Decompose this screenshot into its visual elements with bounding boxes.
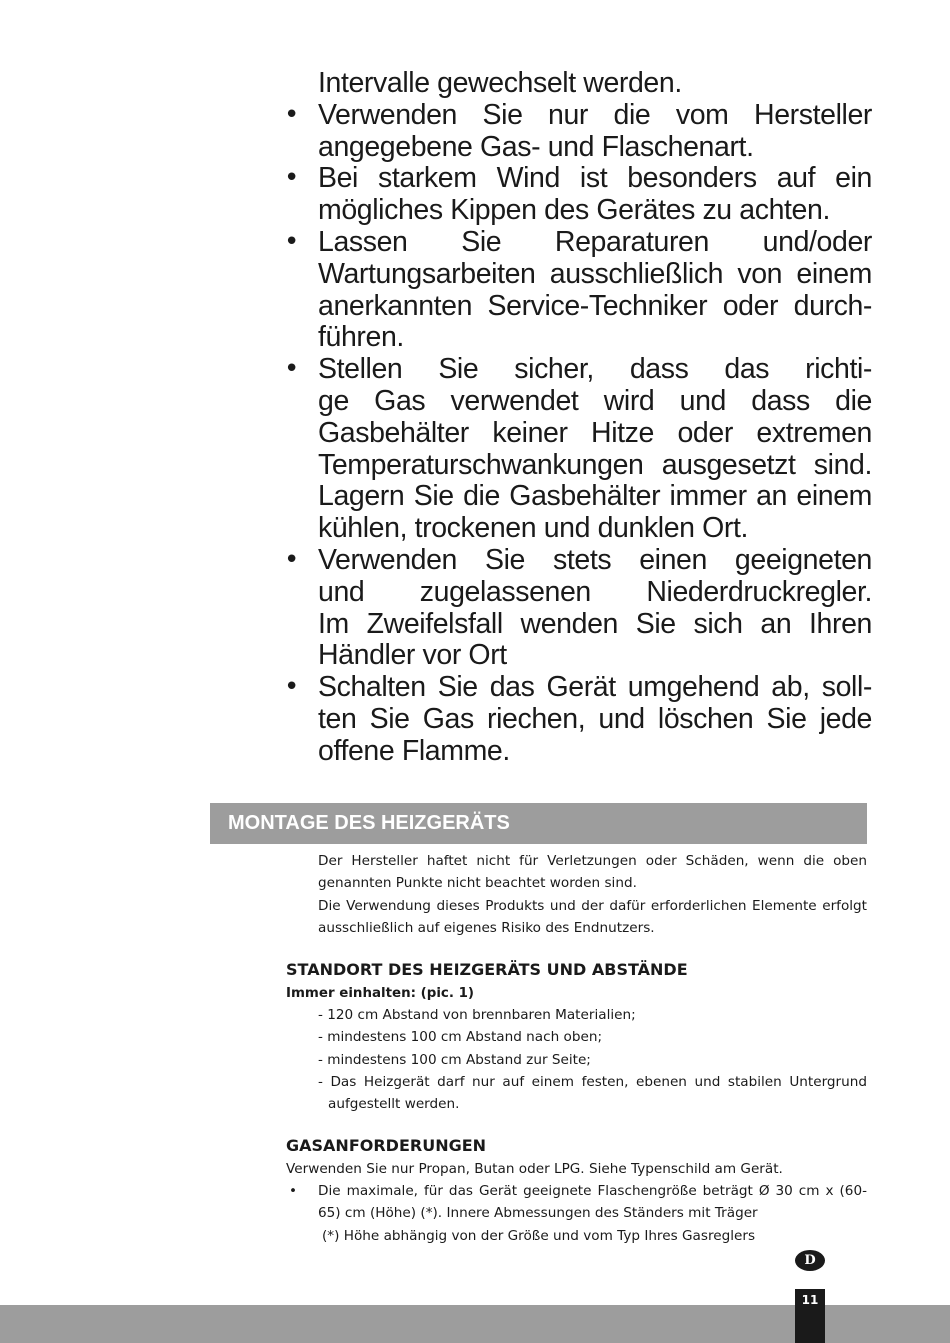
instruction-line: Temperaturschwankungen ausgesetzt sind.	[318, 448, 872, 481]
gas-bullet-glyph: •	[289, 1183, 298, 1199]
safety-instructions-list	[282, 68, 872, 768]
instruction-line: Verwenden Sie stets einen geeigneten	[318, 543, 872, 576]
instruction-line: angegebene Gas- und Flaschenart.	[318, 130, 754, 163]
instruction-line: kühlen, trockenen und dunklen Ort.	[318, 512, 749, 545]
list-item	[282, 227, 872, 354]
instruction-line: ge Gas verwendet wird und dass die	[318, 384, 872, 417]
bullet-glyph: •	[284, 163, 300, 194]
page-number: 11	[795, 1289, 825, 1343]
instruction-line: mögliches Kippen des Gerätes zu achten.	[318, 194, 830, 227]
instruction-line: und zugelassenen Niederdruckregler.	[318, 575, 872, 608]
bullet-glyph: •	[284, 544, 300, 575]
distance-list	[318, 1004, 867, 1115]
list-item: - Das Heizgerät darf nur auf einem festen, ebenen und stabilen Untergrund	[318, 1073, 867, 1090]
instruction-line: ten Sie Gas riechen, und löschen Sie jede	[318, 702, 872, 735]
instruction-line: Lassen Sie Reparaturen und/oder	[318, 225, 872, 258]
list-item	[282, 672, 872, 767]
gas-heading: GASANFORDERUNGEN	[286, 1136, 487, 1155]
bullet-glyph: •	[284, 99, 300, 130]
gas-intro: Verwenden Sie nur Propan, Butan oder LPG. Siehe Typenschild am Gerät.	[286, 1161, 783, 1177]
instruction-line: führen.	[318, 321, 404, 354]
list-item	[282, 354, 872, 545]
disclaimer-paragraph-1: Der Hersteller haftet nicht für Verletzungen oder Schäden, wenn die oben genannten Punkte nicht beachtet worden sind.	[318, 853, 867, 892]
location-heading: STANDORT DES HEIZGERÄTS UND ABSTÄNDE	[286, 960, 688, 979]
language-badge: D	[795, 1250, 825, 1271]
list-item	[282, 68, 872, 100]
gas-bottle-size-text: Die maximale, für das Gerät geeignete Flaschengröße beträgt Ø 30 cm x (60-65) cm (Höhe) (*). Innere Abmessungen des Ständers mit Träger	[318, 1183, 867, 1222]
list-item: - 120 cm Abstand von brennbaren Materialien;	[318, 1007, 636, 1023]
instruction-line: Lagern Sie die Gasbehälter immer an einem	[318, 480, 872, 513]
list-item	[282, 100, 872, 164]
section-title-bar	[210, 803, 867, 844]
disclaimer-paragraph-2: Die Verwendung dieses Produkts und der dafür erforderlichen Elemente erfolgt ausschließlich auf eigenes Risiko des Endnutzers.	[318, 898, 867, 937]
instruction-line: Händler vor Ort	[318, 639, 507, 672]
instruction-line: Intervalle gewechselt werden.	[318, 67, 682, 99]
list-item	[282, 545, 872, 672]
instruction-line: offene Flamme.	[318, 734, 510, 767]
list-item: - mindestens 100 cm Abstand nach oben;	[318, 1029, 603, 1046]
gas-regulator-note: (*) Höhe abhängig von der Größe und vom Typ Ihres Gasreglers	[322, 1228, 756, 1244]
instruction-line: Gasbehälter keiner Hitze oder extremen	[318, 416, 872, 449]
instruction-line: Schalten Sie das Gerät umgehend ab, soll-	[318, 671, 872, 704]
instruction-line: Verwenden Sie nur die vom Hersteller	[318, 98, 872, 131]
instruction-line: anerkannten Service-Techniker oder durch-	[318, 289, 872, 322]
list-item: aufgestellt werden.	[328, 1096, 460, 1113]
list-item	[282, 163, 872, 227]
list-item: - mindestens 100 cm Abstand zur Seite;	[318, 1051, 591, 1068]
instruction-line: Bei starkem Wind ist besonders auf ein	[318, 162, 872, 195]
instruction-line: Stellen Sie sicher, dass das richti-	[318, 353, 872, 386]
section-title: MONTAGE DES HEIZGERÄTS	[228, 812, 510, 834]
instruction-line: Wartungsarbeiten ausschließlich von einem	[318, 257, 872, 290]
bullet-glyph: •	[284, 672, 300, 703]
bullet-glyph: •	[284, 354, 300, 385]
location-subheading: Immer einhalten: (pic. 1)	[286, 986, 475, 1001]
bullet-glyph: •	[284, 226, 300, 257]
instruction-line: Im Zweifelsfall wenden Sie sich an Ihren	[318, 607, 872, 640]
